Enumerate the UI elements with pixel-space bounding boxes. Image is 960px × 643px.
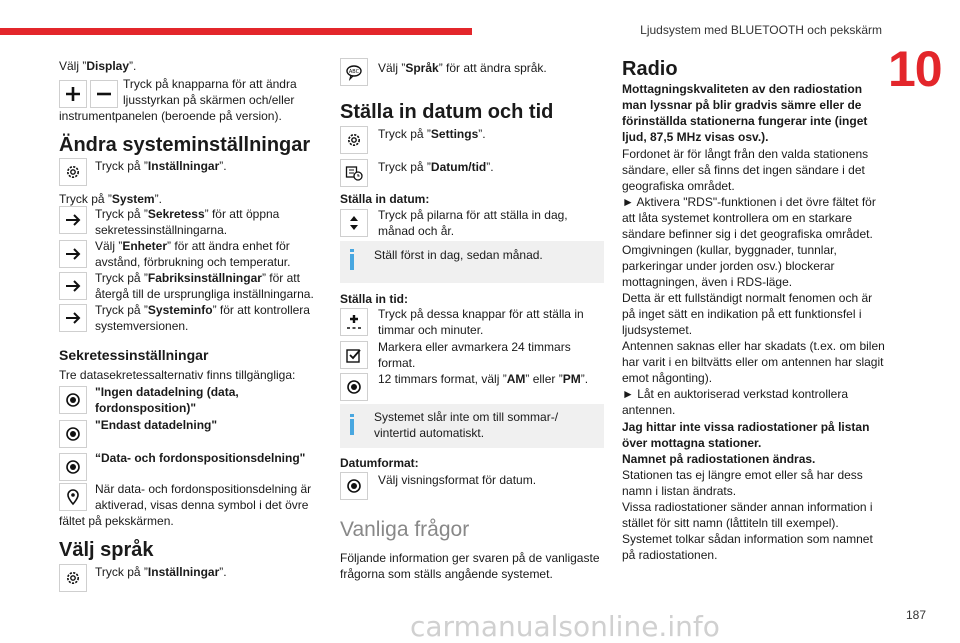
privacy-item: Tryck på ”Sekretess” för att öppna sekretessinställningarna. bbox=[95, 207, 280, 237]
answer-step: ► Låt en auktoriserad verkstad kontrollera antennen. bbox=[622, 387, 848, 417]
answer: Vissa radiostationer sänder annan information i stället för sitt namn (låttiteln till exempel). bbox=[622, 500, 873, 530]
answer: Systemet tolkar sådan information som namnet på radiostationen. bbox=[622, 532, 873, 562]
location-text: När data- och fordonspositionsdelning är aktiverad, visas denna symbol i det övre bbox=[95, 482, 312, 512]
watermark: carmanualsonline.info bbox=[410, 610, 720, 643]
radio-icon bbox=[59, 420, 87, 448]
answer: Antennen saknas eller har skadats (t.ex. om bilen har varit i en biltvätts eller om antennen har slagit emot någonting). bbox=[622, 339, 885, 385]
header-red-bar bbox=[0, 28, 472, 35]
heading-faq: Vanliga frågor bbox=[340, 518, 470, 541]
answer: Fordonet är för långt från den valda stationens sändare, eller så finns det ingen sändare i det geografiska området. bbox=[622, 147, 869, 193]
paragraph-display: Välj ”Display”. bbox=[59, 59, 137, 73]
chapter-number: 10 bbox=[888, 41, 942, 97]
radio-icon bbox=[59, 386, 87, 414]
location-pin-icon bbox=[59, 483, 87, 511]
privacy-option: "Endast datadelning" bbox=[95, 418, 218, 432]
answer: Omgivningen (kullar, byggnader, tunnlar, parkeringar under jorden osv.) blockerar mottagningen, även i RDS-läge. bbox=[622, 243, 837, 289]
heading-datetime: Ställa in datum och tid bbox=[340, 101, 554, 123]
svg-text:ABC: ABC bbox=[348, 69, 360, 75]
heading-set-time: Ställa in tid: bbox=[340, 292, 409, 306]
time-buttons-text: Tryck på dessa knappar för att ställa in timmar och minuter. bbox=[378, 307, 584, 337]
heading-radio: Radio bbox=[622, 58, 678, 80]
datetime-settings-text: Tryck på ”Settings”. bbox=[378, 127, 486, 141]
location-text-cont: fältet på pekskärmen. bbox=[59, 514, 174, 528]
arrow-right-icon bbox=[59, 206, 87, 234]
settings-text: Tryck på ”Inställningar”. bbox=[95, 159, 227, 173]
heading-date-format: Datumformat: bbox=[340, 456, 419, 470]
datetime-text: Tryck på ”Datum/tid”. bbox=[378, 160, 494, 174]
factory-reset-item: Tryck på ”Fabriksinställningar” för att återgå till de ursprungliga inställningarna. bbox=[95, 271, 314, 301]
note-text: Ställ först in dag, sedan månad. bbox=[374, 248, 543, 262]
page-number: 187 bbox=[905, 608, 926, 622]
units-item: Välj ”Enheter” för att ändra enhet för avstånd, förbrukning och temperatur. bbox=[95, 239, 291, 269]
running-title: Ljudsystem med BLUETOOTH och pekskärm bbox=[640, 23, 882, 37]
note-box bbox=[340, 241, 604, 283]
question: Jag hittar inte vissa radiostationer på listan över mottagna stationer. bbox=[622, 420, 870, 450]
privacy-option: "Ingen datadelning (data, fordonsposition)" bbox=[95, 385, 239, 415]
note-box bbox=[340, 404, 604, 448]
gear-icon bbox=[59, 158, 87, 186]
privacy-intro: Tre datasekretessalternativ finns tillgängliga: bbox=[59, 368, 296, 382]
heading-system-settings: Ändra systeminställningar bbox=[59, 134, 311, 156]
gear-icon bbox=[59, 564, 87, 592]
info-icon bbox=[350, 414, 354, 432]
date-format-text: Välj visningsformat för datum. bbox=[378, 473, 537, 487]
up-down-arrows-icon bbox=[340, 209, 368, 237]
gear-icon bbox=[340, 126, 368, 154]
plus-minus-icon bbox=[340, 308, 368, 336]
answer: Stationen tas ej längre emot eller så har dess namn i listan ändrats. bbox=[622, 468, 863, 498]
12h-text: 12 timmars format, välj ”AM” eller ”PM”. bbox=[378, 372, 589, 386]
arrow-right-icon bbox=[59, 240, 87, 268]
question: Mottagningskvaliteten av den radiostation man lyssnar på blir gradvis sämre eller de förinställda stationerna fungerar inte (inget ljud, 87,5 MHz visas osv.). bbox=[622, 82, 868, 144]
language-text: Välj ”Språk” för att ändra språk. bbox=[378, 61, 547, 75]
faq-intro: Följande information ger svaren på de vanligaste frågorna som ställs angående systemet. bbox=[340, 551, 600, 581]
system-info-item: Tryck på ”Systeminfo” för att kontrollera systemversionen. bbox=[95, 303, 310, 333]
date-arrows-text: Tryck på pilarna för att ställa in dag, månad och år. bbox=[378, 208, 568, 238]
minus-button-icon bbox=[90, 80, 118, 108]
arrow-right-icon bbox=[59, 272, 87, 300]
plus-button-icon bbox=[59, 80, 87, 108]
calendar-clock-icon bbox=[340, 159, 368, 187]
arrow-right-icon bbox=[59, 304, 87, 332]
radio-icon bbox=[340, 373, 368, 401]
radio-icon bbox=[59, 453, 87, 481]
brightness-text-cont: instrumentpanelen (beroende på version). bbox=[59, 109, 282, 123]
privacy-option: “Data- och fordonspositionsdelning" bbox=[95, 451, 306, 465]
checkbox-icon bbox=[340, 341, 368, 369]
heading-set-date: Ställa in datum: bbox=[340, 192, 430, 206]
info-icon bbox=[350, 249, 354, 267]
answer-step: ► Aktivera "RDS"-funktionen i det övre fältet för att låta systemet kontrollera om en starkare sändare befinner sig i det geografiska området. bbox=[622, 195, 876, 241]
brightness-text: Tryck på knapparna för att ändra ljusstyrkan på skärmen och/eller bbox=[123, 77, 297, 107]
system-text: Tryck på ”System”. bbox=[59, 192, 162, 206]
answer: Detta är ett fullständigt normalt fenomen och är på inget sätt en indikation på ett funktionsfel i ljudsystemet. bbox=[622, 291, 873, 337]
language-bubble-icon bbox=[340, 58, 368, 86]
radio-icon bbox=[340, 472, 368, 500]
question: Namnet på radiostationen ändras. bbox=[622, 452, 816, 466]
heading-privacy: Sekretessinställningar bbox=[59, 347, 209, 363]
language-settings-text: Tryck på ”Inställningar”. bbox=[95, 565, 227, 579]
24h-text: Markera eller avmarkera 24 timmars format. bbox=[378, 340, 571, 370]
heading-language: Välj språk bbox=[59, 539, 154, 561]
note-text: Systemet slår inte om till sommar-/ vintertid automatiskt. bbox=[374, 410, 559, 440]
